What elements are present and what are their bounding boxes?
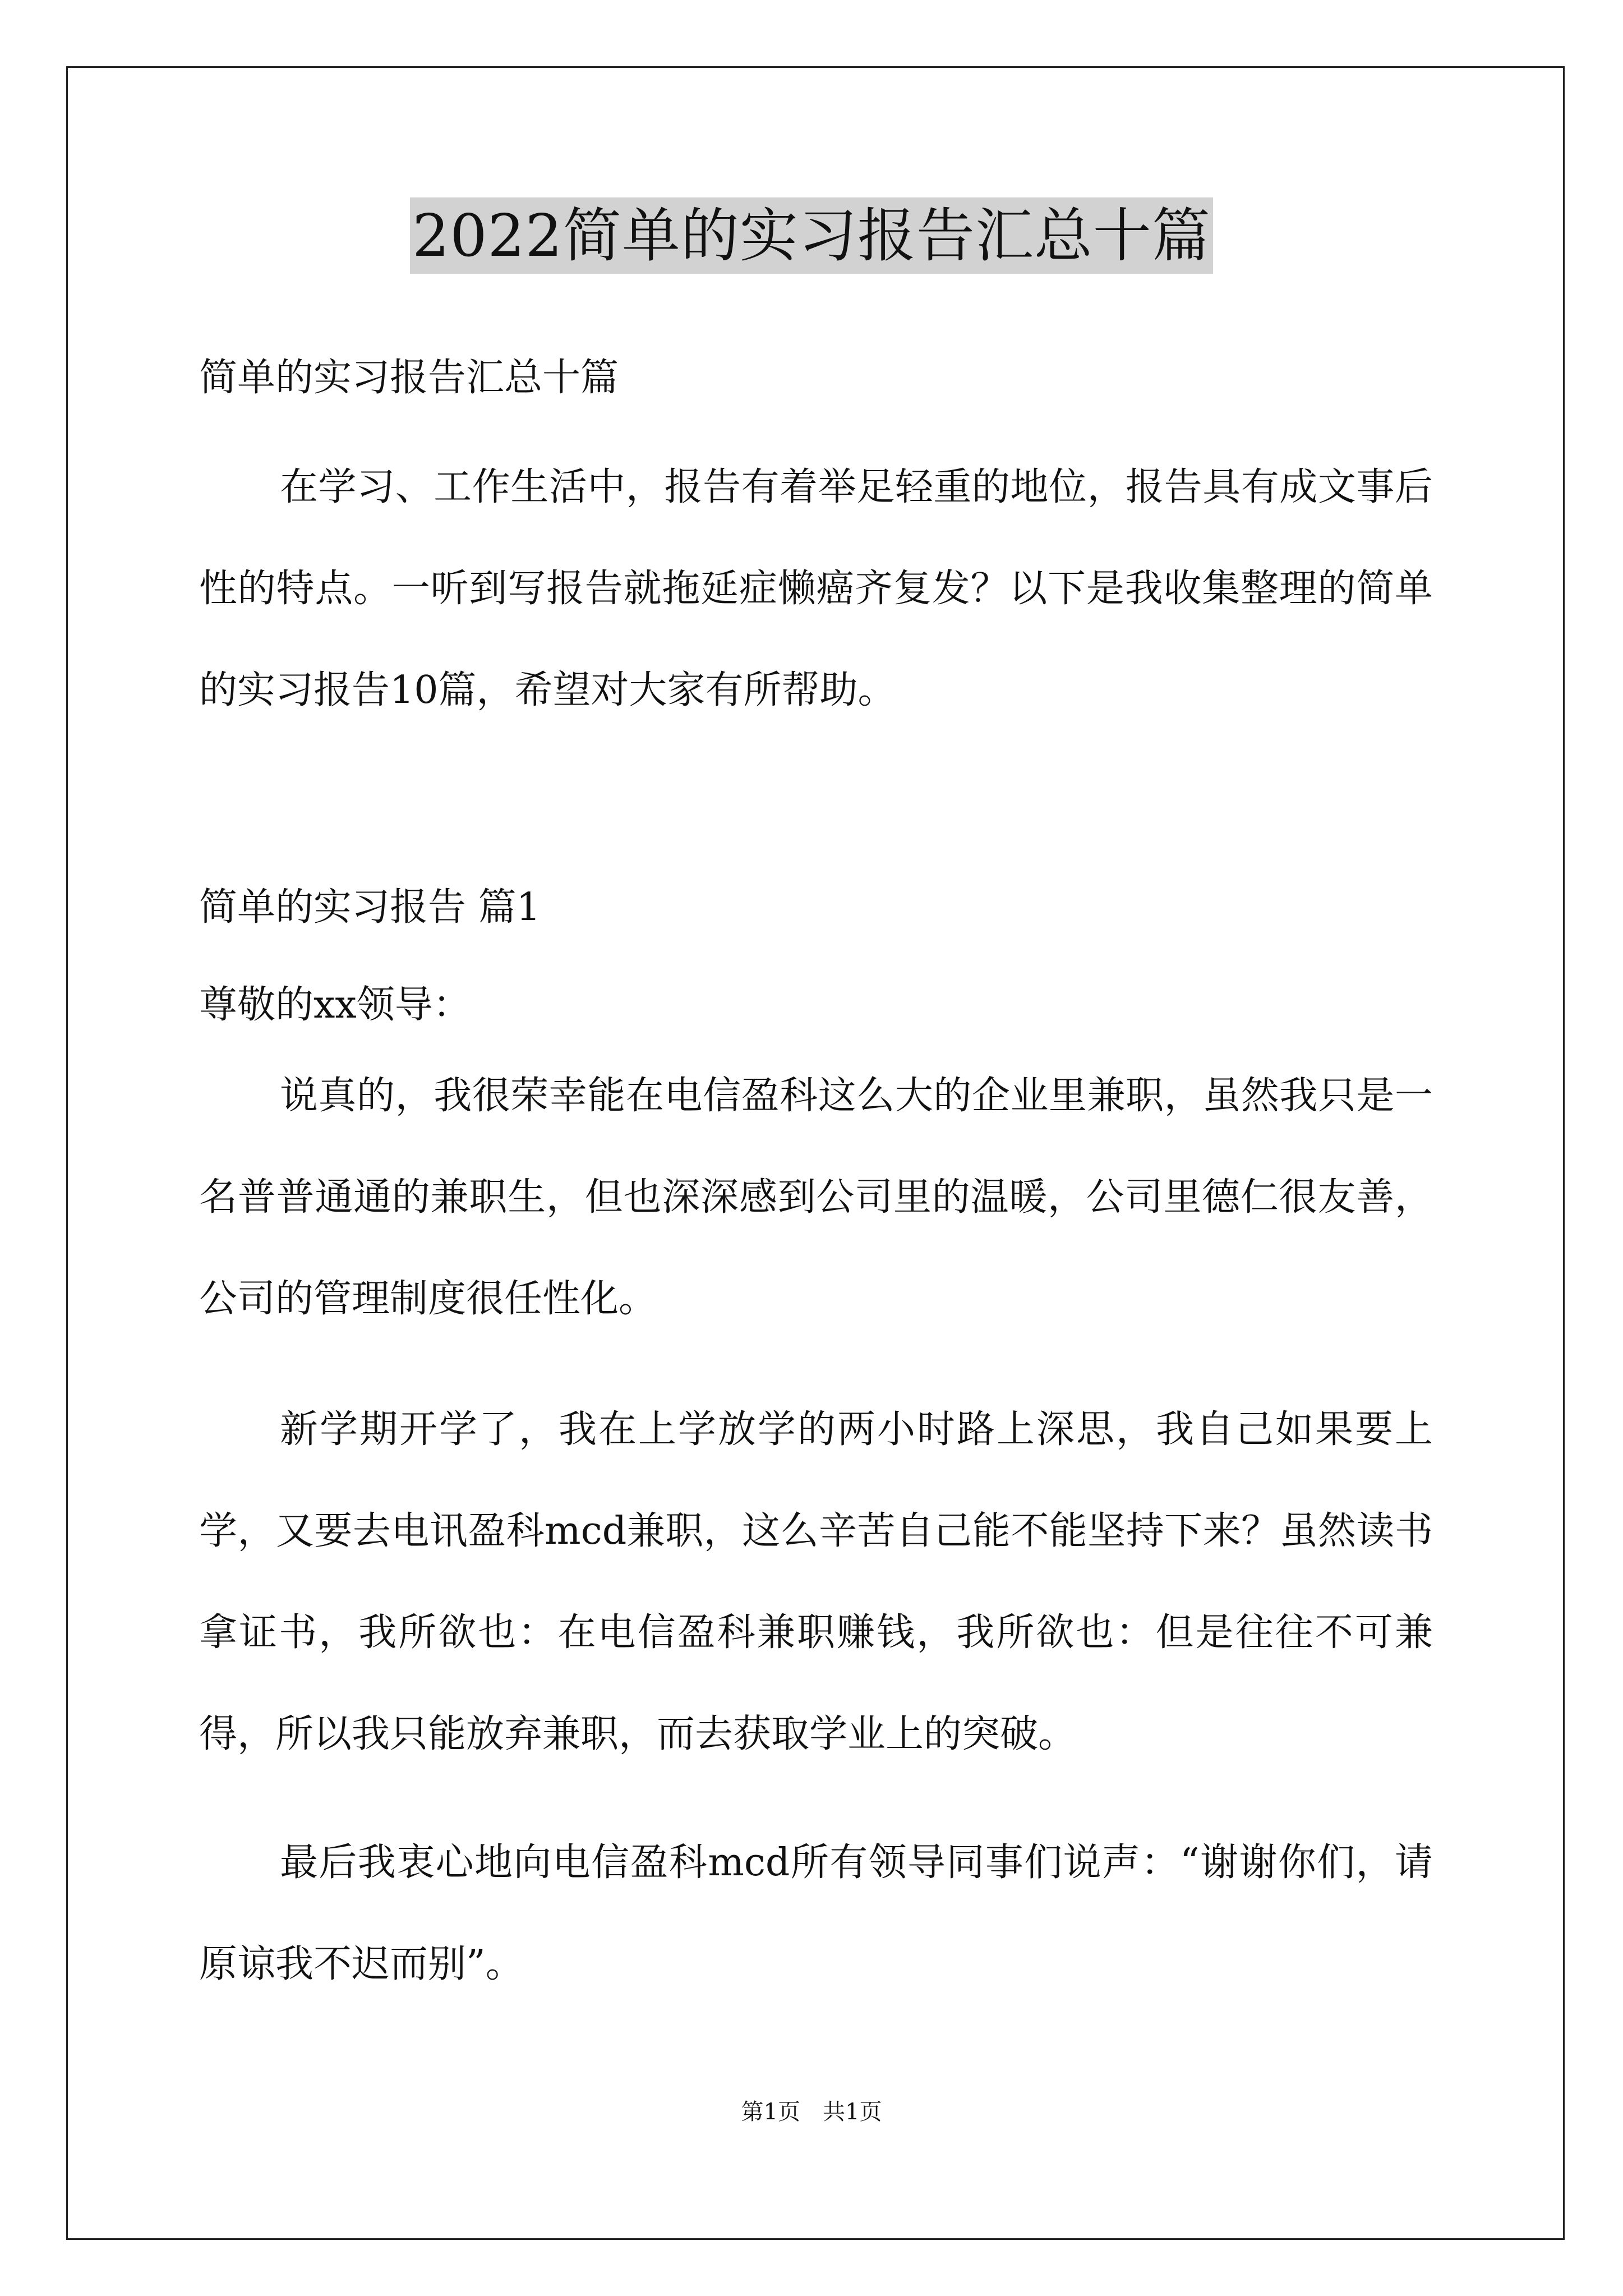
salutation: 尊敬的xx领导： xyxy=(199,983,471,1027)
document-title: 2022简单的实习报告汇总十篇 xyxy=(410,197,1213,274)
body-paragraph-2: 新学期开学了，我在上学放学的两小时路上深思，我自己如果要上学，又要去电讯盈科mcd兼职，这么辛苦自己能不能坚持下来？虽然读书拿证书，我所欲也：在电信盈科兼职赚钱，我所欲也：但是往往不可兼得，所以我只能放弃兼职，而去获取学业上的突破。 xyxy=(199,1407,1433,1756)
document-subtitle: 简单的实习报告汇总十篇 xyxy=(199,356,619,400)
intro-paragraph: 在学习、工作生活中，报告有着举足轻重的地位，报告具有成文事后性的特点。一听到写报告就拖延症懒癌齐复发？以下是我收集整理的简单的实习报告10篇，希望对大家有所帮助。 xyxy=(199,465,1433,712)
page-footer: 第1页 共1页 xyxy=(741,2099,882,2125)
body-paragraph-3: 最后我衷心地向电信盈科mcd所有领导同事们说声：“谢谢你们，请原谅我不迟而别”。 xyxy=(199,1841,1433,1986)
title-container xyxy=(0,197,1623,274)
body-paragraph-1: 说真的，我很荣幸能在电信盈科这么大的企业里兼职，虽然我只是一名普普通通的兼职生，但也深深感到公司里的温暖，公司里德仁很友善，公司的管理制度很任性化。 xyxy=(199,1074,1433,1321)
section-heading: 简单的实习报告 篇1 xyxy=(199,885,541,930)
